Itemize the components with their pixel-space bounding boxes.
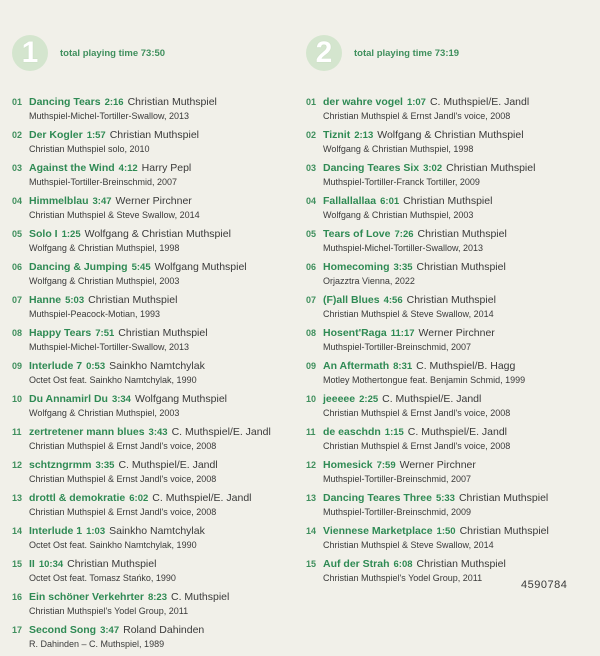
track-duration: 3:02 [423, 163, 443, 174]
track-composer: Christian Muthspiel [416, 261, 506, 273]
track-credit: Christian Muthspiel & Ernst Jandl's voice, 2008 [29, 507, 217, 517]
track-credit: Octet Ost feat. Sainkho Namtchylak, 1990 [29, 375, 197, 385]
track-title: Himmelblau [29, 195, 89, 207]
track-line [306, 227, 596, 242]
track-credit: Motley Mothertongue feat. Benjamin Schmid, 1999 [323, 375, 526, 385]
track-composer: Wolfgang & Christian Muthspiel [377, 129, 524, 141]
track-credit: Muthspiel-Tortiller-Franck Tortiller, 2009 [323, 177, 480, 187]
track-composer: Sainkho Namtchylak [109, 525, 205, 537]
track-title: Dancing Tears [29, 96, 101, 108]
track-line [12, 359, 302, 374]
track-duration: 1:50 [436, 526, 456, 537]
track-line [12, 392, 302, 407]
disc-number: 1 [12, 35, 48, 71]
track-title: schtzngrmm [29, 459, 92, 471]
track-title: Fallallallaa [323, 195, 377, 207]
track-composer: Roland Dahinden [123, 624, 205, 636]
track-credit: Christian Muthspiel & Ernst Jandl's voice, 2008 [323, 408, 511, 418]
track-title: Tears of Love [323, 228, 391, 240]
track-duration: 4:56 [383, 295, 403, 306]
track-number: 01 [12, 97, 23, 107]
track-composer: Werner Pirchner [399, 459, 476, 471]
track-number: 16 [12, 592, 23, 602]
track-row [306, 359, 596, 392]
track-title: jeeeee [323, 393, 356, 405]
track-duration: 1:15 [384, 427, 404, 438]
track-composer: Christian Muthspiel [118, 327, 208, 339]
track-number: 12 [306, 460, 317, 470]
track-composer: Christian Muthspiel [109, 129, 199, 141]
track-number: 09 [12, 361, 23, 371]
track-composer: C. Muthspiel/E. Jandl [382, 393, 482, 405]
track-credit: Christian Muthspiel & Ernst Jandl's voice, 2008 [29, 474, 217, 484]
track-row [12, 524, 302, 557]
track-title: Interlude 1 [29, 525, 83, 537]
track-composer: C. Muthspiel/E. Jandl [118, 459, 218, 471]
track-line [12, 524, 302, 539]
track-duration: 8:31 [393, 361, 413, 372]
track-credit: Christian Muthspiel & Ernst Jandl's voice, 2008 [29, 441, 217, 451]
track-duration: 6:08 [393, 559, 413, 570]
track-row [306, 491, 596, 524]
track-row [12, 161, 302, 194]
track-number: 14 [12, 526, 23, 536]
track-row [306, 326, 596, 359]
track-line [12, 128, 302, 143]
track-row [12, 128, 302, 161]
track-number: 10 [12, 394, 23, 404]
track-number: 11 [306, 427, 316, 437]
track-credit: Muthspiel-Michel-Tortiller-Swallow, 2013 [323, 243, 484, 253]
track-credit: Christian Muthspiel's Yodel Group, 2011 [29, 606, 189, 616]
track-credit: Muthspiel-Tortiller-Breinschmid, 2007 [323, 474, 472, 484]
track-duration: 3:34 [111, 394, 131, 405]
track-line [306, 491, 596, 506]
disc-2 [306, 30, 596, 590]
track-row [12, 623, 302, 656]
track-credit: Wolfgang & Christian Muthspiel, 2003 [323, 210, 474, 220]
track-title: Interlude 7 [29, 360, 83, 372]
track-row [12, 95, 302, 128]
track-composer: Christian Muthspiel [458, 492, 549, 504]
track-composer: Harry Pepl [141, 162, 192, 174]
track-title: drottl & demokratie [29, 492, 126, 504]
track-title: Der Kogler [29, 129, 83, 141]
track-line [306, 128, 596, 143]
track-credit: Muthspiel-Michel-Tortiller-Swallow, 2013 [29, 342, 190, 352]
track-line [12, 293, 302, 308]
track-row [306, 161, 596, 194]
track-title: Second Song [29, 624, 97, 636]
track-duration: 5:03 [65, 295, 85, 306]
track-duration: 2:25 [359, 394, 379, 405]
track-composer: C. Muthspiel/B. Hagg [416, 360, 516, 372]
track-composer: Christian Muthspiel [403, 195, 493, 207]
track-credit: Wolfgang & Christian Muthspiel, 2003 [29, 276, 180, 286]
track-number: 02 [12, 130, 23, 140]
track-title: Hanne [29, 294, 62, 306]
track-line [12, 590, 302, 605]
track-duration: 1:25 [61, 229, 81, 240]
track-row [12, 359, 302, 392]
track-line [306, 425, 596, 440]
track-row [12, 557, 302, 590]
track-line [12, 95, 302, 110]
track-row [12, 590, 302, 623]
track-credit: Muthspiel-Tortiller-Breinschmid, 2007 [29, 177, 178, 187]
track-title: der wahre vogel [323, 96, 403, 108]
track-composer: Christian Muthspiel [67, 558, 157, 570]
track-duration: 1:57 [86, 130, 106, 141]
track-line [306, 260, 596, 275]
track-title: Dancing Teares Six [323, 162, 420, 174]
track-row [12, 194, 302, 227]
track-title: Viennese Marketplace [323, 525, 433, 537]
track-duration: 1:07 [406, 97, 426, 108]
track-row [12, 392, 302, 425]
track-composer: C. Muthspiel [170, 591, 230, 603]
track-list [12, 95, 302, 656]
track-line [306, 359, 596, 374]
track-composer: Wolfgang & Christian Muthspiel [84, 228, 231, 240]
track-row [306, 227, 596, 260]
track-duration: 8:23 [147, 592, 167, 603]
track-line [306, 161, 596, 176]
track-duration: 10:34 [38, 559, 64, 570]
track-number: 17 [12, 625, 23, 635]
track-credit: Muthspiel-Michel-Tortiller-Swallow, 2013 [29, 111, 190, 121]
track-composer: Werner Pirchner [115, 195, 192, 207]
track-duration: 7:51 [95, 328, 115, 339]
track-composer: C. Muthspiel/E. Jandl [407, 426, 508, 438]
track-duration: 4:12 [118, 163, 138, 174]
track-composer: Christian Muthspiel [417, 228, 507, 240]
track-line [12, 458, 302, 473]
track-row [12, 326, 302, 359]
track-duration: 3:43 [148, 427, 168, 438]
track-number: 08 [12, 328, 23, 338]
track-row [12, 260, 302, 293]
track-duration: 0:53 [86, 361, 106, 372]
track-composer: Christian Muthspiel [459, 525, 549, 537]
track-credit: Muthspiel-Peacock-Motian, 1993 [29, 309, 161, 319]
track-number: 07 [12, 295, 23, 305]
track-row [12, 458, 302, 491]
track-number: 02 [306, 130, 317, 140]
track-duration: 2:13 [354, 130, 374, 141]
track-number: 09 [306, 361, 317, 371]
track-line [306, 326, 596, 341]
track-composer: Christian Muthspiel [446, 162, 536, 174]
track-credit: Christian Muthspiel's Yodel Group, 2011 [323, 573, 483, 583]
track-duration: 1:03 [86, 526, 106, 537]
track-credit: Wolfgang & Christian Muthspiel, 1998 [29, 243, 180, 253]
track-row [306, 194, 596, 227]
track-row [306, 392, 596, 425]
track-row [306, 524, 596, 557]
track-duration: 6:01 [380, 196, 400, 207]
track-credit: Christian Muthspiel solo, 2010 [29, 144, 150, 154]
track-title: de easchdn [323, 426, 381, 438]
track-number: 01 [306, 97, 317, 107]
disc-header [306, 30, 596, 76]
track-title: Dancing Teares Three [323, 492, 432, 504]
track-line [306, 392, 596, 407]
track-title: Homesick [323, 459, 373, 471]
track-number: 03 [12, 163, 23, 173]
track-number: 07 [306, 295, 317, 305]
disc-header [12, 30, 302, 76]
track-title: (F)all Blues [323, 294, 380, 306]
track-title: An Aftermath [323, 360, 390, 372]
track-line [306, 293, 596, 308]
track-duration: 7:59 [376, 460, 396, 471]
track-number: 04 [12, 196, 23, 206]
track-line [12, 491, 302, 506]
track-duration: 2:16 [104, 97, 124, 108]
track-line [12, 425, 302, 440]
track-duration: 5:33 [435, 493, 455, 504]
track-row [12, 227, 302, 260]
track-row [12, 491, 302, 524]
track-line [12, 194, 302, 209]
track-duration: 3:35 [393, 262, 413, 273]
track-number: 08 [306, 328, 317, 338]
track-row [306, 260, 596, 293]
track-composer: Wolfgang Muthspiel [154, 261, 247, 273]
track-title: Hosent'Raga [323, 327, 387, 339]
track-number: 06 [12, 262, 23, 272]
track-duration: 11:17 [390, 328, 415, 339]
track-title: Happy Tears [29, 327, 92, 339]
track-line [306, 524, 596, 539]
disc-1 [12, 30, 302, 656]
track-composer: Sainkho Namtchylak [109, 360, 205, 372]
track-line [306, 557, 596, 572]
track-number: 11 [12, 427, 22, 437]
track-duration: 3:35 [95, 460, 115, 471]
track-composer: Christian Muthspiel [406, 294, 496, 306]
track-composer: Wolfgang Muthspiel [134, 393, 227, 405]
track-number: 15 [12, 559, 23, 569]
track-line [306, 194, 596, 209]
track-composer: Christian Muthspiel [88, 294, 178, 306]
track-number: 03 [306, 163, 317, 173]
track-credit: Christian Muthspiel & Steve Swallow, 2014 [323, 540, 494, 550]
track-composer: C. Muthspiel/E. Jandl [171, 426, 271, 438]
track-number: 14 [306, 526, 317, 536]
total-playing-time: total playing time 73:50 [60, 47, 166, 59]
track-title: zertretener mann blues [29, 426, 145, 438]
track-line [12, 260, 302, 275]
track-number: 12 [12, 460, 23, 470]
track-line [12, 623, 302, 638]
track-composer: Christian Muthspiel [416, 558, 506, 570]
track-credit: Christian Muthspiel & Steve Swallow, 2014 [323, 309, 494, 319]
track-composer: Christian Muthspiel [127, 96, 217, 108]
track-title: Ein schöner Verkehrter [29, 591, 144, 603]
track-credit: Christian Muthspiel & Steve Swallow, 2014 [29, 210, 200, 220]
track-line [12, 161, 302, 176]
track-credit: Orjazztra Vienna, 2022 [323, 276, 415, 286]
track-credit: Wolfgang & Christian Muthspiel, 1998 [323, 144, 474, 154]
track-number: 15 [306, 559, 317, 569]
track-line [12, 326, 302, 341]
track-line [306, 458, 596, 473]
track-line [12, 227, 302, 242]
total-playing-time: total playing time 73:19 [354, 47, 460, 59]
track-composer: C. Muthspiel/E. Jandl [152, 492, 252, 504]
track-title: Du Annamirl Du [29, 393, 108, 405]
track-credit: R. Dahinden – C. Muthspiel, 1989 [29, 639, 165, 649]
track-title: II [29, 558, 35, 570]
track-number: 05 [306, 229, 317, 239]
track-composer: C. Muthspiel/E. Jandl [429, 96, 530, 108]
track-number: 06 [306, 262, 317, 272]
disc-number: 2 [306, 35, 342, 71]
track-title: Homecoming [323, 261, 390, 273]
track-duration: 5:45 [131, 262, 151, 273]
track-credit: Octet Ost feat. Tomasz Stańko, 1990 [29, 573, 176, 583]
track-row [12, 293, 302, 326]
track-row [306, 95, 596, 128]
track-number: 04 [306, 196, 317, 206]
track-title: Against the Wind [29, 162, 115, 174]
track-row [306, 425, 596, 458]
track-title: Solo I [29, 228, 58, 240]
track-duration: 3:47 [92, 196, 112, 207]
track-row [306, 128, 596, 161]
catalog-number: 4590784 [521, 579, 568, 591]
track-number: 10 [306, 394, 317, 404]
track-duration: 6:02 [129, 493, 149, 504]
track-line [306, 95, 596, 110]
track-row [12, 425, 302, 458]
track-title: Auf der Strah [323, 558, 390, 570]
track-row [306, 458, 596, 491]
track-credit: Muthspiel-Tortiller-Breinschmid, 2009 [323, 507, 472, 517]
track-credit: Octet Ost feat. Sainkho Namtchylak, 1990 [29, 540, 197, 550]
track-credit: Christian Muthspiel & Ernst Jandl's voice, 2008 [323, 441, 511, 451]
track-number: 13 [306, 493, 317, 503]
track-number: 13 [12, 493, 23, 503]
track-row [306, 293, 596, 326]
track-duration: 7:26 [394, 229, 414, 240]
track-composer: Werner Pirchner [418, 327, 495, 339]
track-title: Dancing & Jumping [29, 261, 128, 273]
track-line [12, 557, 302, 572]
track-title: Tiznit [323, 129, 351, 141]
track-number: 05 [12, 229, 23, 239]
track-credit: Muthspiel-Tortiller-Breinschmid, 2007 [323, 342, 472, 352]
track-credit: Christian Muthspiel & Ernst Jandl's voice, 2008 [323, 111, 511, 121]
track-duration: 3:47 [100, 625, 120, 636]
track-list [306, 95, 596, 590]
track-credit: Wolfgang & Christian Muthspiel, 2003 [29, 408, 180, 418]
